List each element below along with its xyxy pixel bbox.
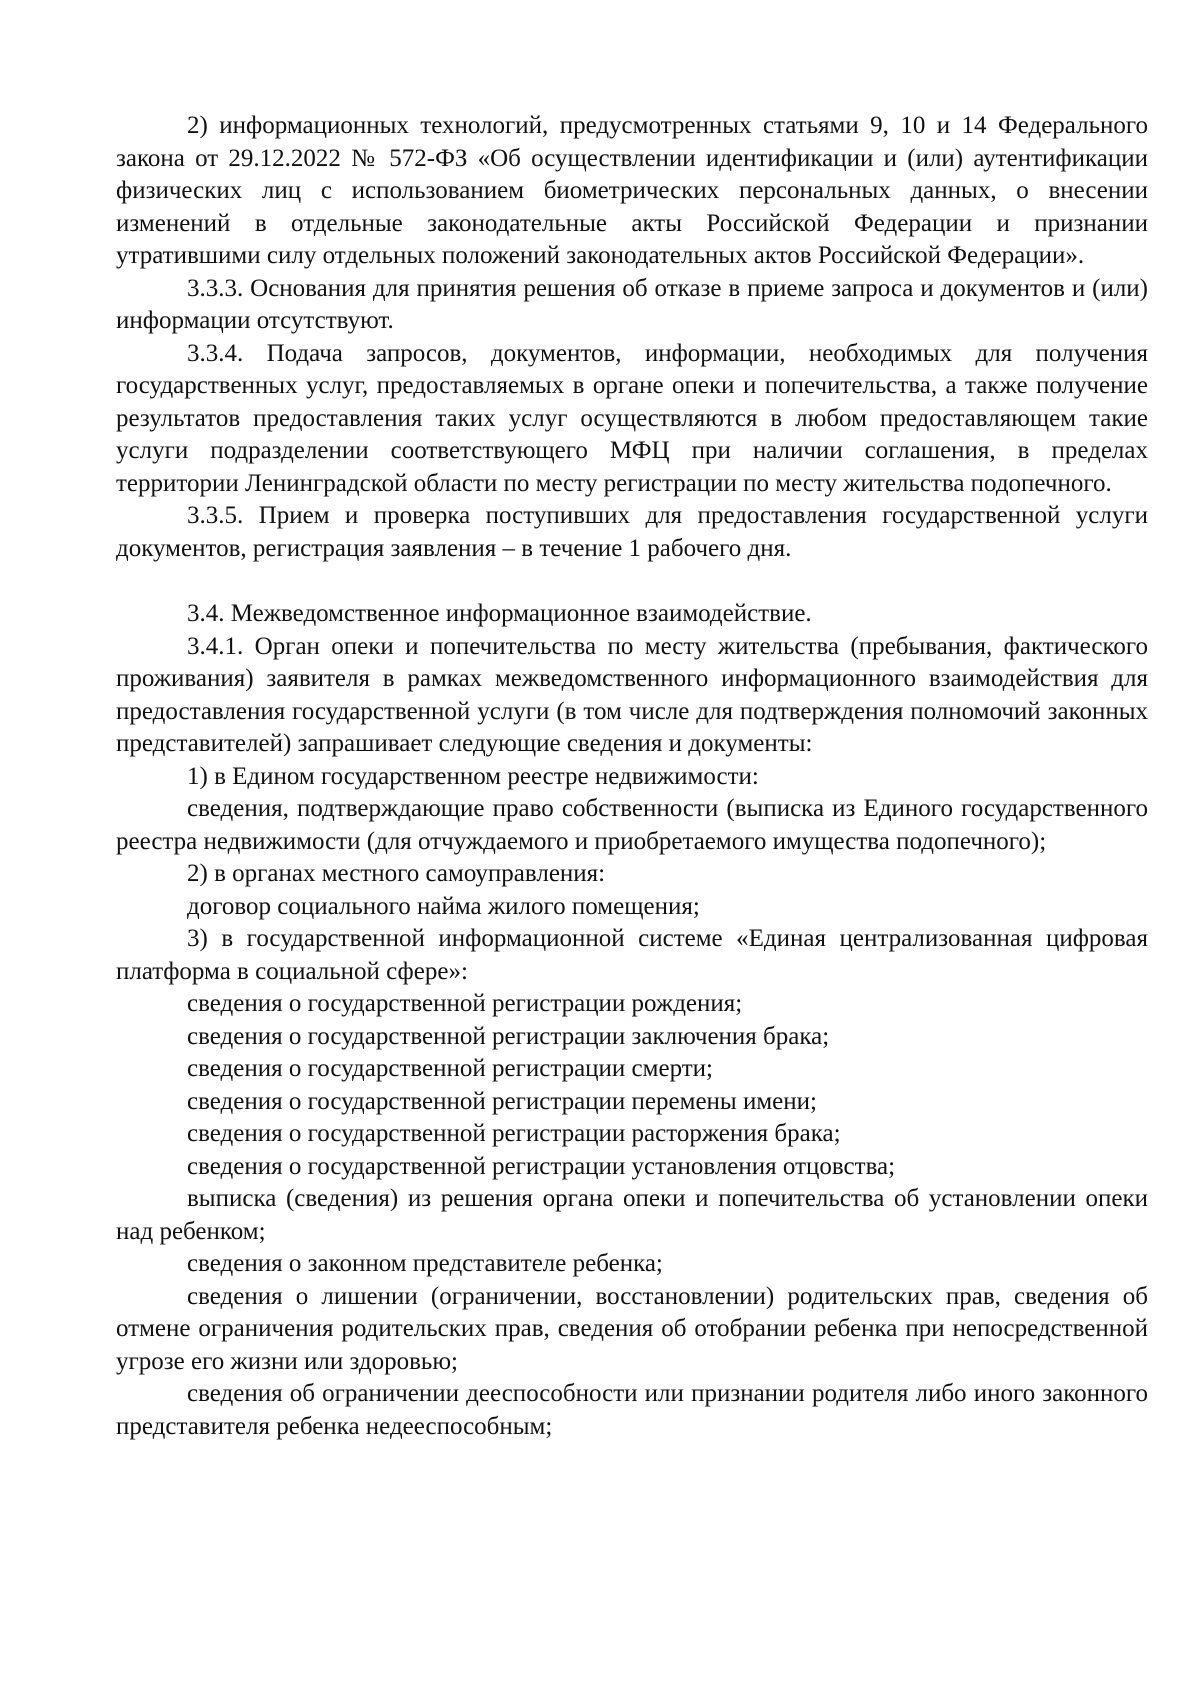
paragraph-3-4-1: 3.4.1. Орган опеки и попечительства по месту жительства (пребывания, фактического проживания) заявителя в рамках межведомственного информационного взаимодействия для предоставления государственной услуги (в том числе для подтверждения полномочий законных представителей) запрашивает следующие сведения и документы: bbox=[116, 632, 1148, 757]
paragraph-3-3-3: 3.3.3. Основания для принятия решения об отказе в приеме запроса и документов и (или) информации отсутствуют. bbox=[116, 274, 1148, 334]
list-item-ownership-info: сведения, подтверждающие право собственности (выписка из Единого государственного реестра недвижимости (для отчуждаемого и приобретаемого имущества подопечного); bbox=[116, 795, 1148, 855]
document-page bbox=[116, 110, 1148, 1443]
section-gap bbox=[116, 565, 1148, 598]
list-item-social-lease: договор социального найма жилого помещения; bbox=[187, 892, 700, 920]
list-item-divorce-registration: сведения о государственной регистрации расторжения брака; bbox=[187, 1120, 841, 1147]
list-item-3-gis-platform: 3) в государственной информационной системе «Единая централизованная цифровая платформа в социальной сфере»: bbox=[116, 925, 1148, 985]
list-item-paternity-registration: сведения о государственной регистрации установления отцовства; bbox=[187, 1152, 896, 1180]
section-heading-3-4: 3.4. Межведомственное информационное взаимодействие. bbox=[187, 600, 812, 627]
list-item-2-local-government: 2) в органах местного самоуправления: bbox=[187, 860, 606, 887]
list-item-legal-capacity: сведения об ограничении дееспособности или признании родителя либо иного законного представителя ребенка недееспособным; bbox=[116, 1380, 1148, 1440]
list-item-1-egrn: 1) в Едином государственном реестре недвижимости: bbox=[187, 762, 759, 790]
list-item-marriage-registration: сведения о государственной регистрации заключения брака; bbox=[187, 1022, 830, 1050]
list-item-birth-registration: сведения о государственной регистрации рождения; bbox=[187, 990, 743, 1017]
list-item-legal-representative: сведения о законном представителе ребенка; bbox=[187, 1250, 663, 1277]
paragraph-3-3-4: 3.3.4. Подача запросов, документов, информации, необходимых для получения государственных услуг, предоставляемых в органе опеки и попечительства, а также получение результатов предоставления таких услуг осуществляются в любом предоставляющем такие услуги подразделении соответствующего МФЦ при наличии соглашения, в пределах территории Ленинградской области по месту регистрации по месту жительства подопечного. bbox=[116, 339, 1148, 497]
list-item-guardianship-decision: выписка (сведения) из решения органа опеки и попечительства об установлении опеки над ребенком; bbox=[116, 1185, 1148, 1245]
list-item-death-registration: сведения о государственной регистрации смерти; bbox=[187, 1055, 713, 1082]
paragraph-3-3-5: 3.3.5. Прием и проверка поступивших для предоставления государственной услуги документов, регистрация заявления – в течение 1 рабочего дня. bbox=[116, 502, 1148, 562]
list-item-parental-rights: сведения о лишении (ограничении, восстановлении) родительских прав, сведения об отмене ограничения родительских прав, сведения об отобрании ребенка при непосредственной угрозе его жизни или здоровью; bbox=[116, 1282, 1148, 1375]
list-item-name-change: сведения о государственной регистрации перемены имени; bbox=[187, 1087, 817, 1115]
paragraph-item-2-info-tech: 2) информационных технологий, предусмотренных статьями 9, 10 и 14 Федерального закона от 29.12.2022 № 572-ФЗ «Об осуществлении идентификации и (или) аутентификации физических лиц с использованием биометрических персональных данных, о внесении изменений в отдельные законодательные акты Российской Федерации и признании утратившими силу отдельных положений законодательных актов Российской Федерации». bbox=[116, 112, 1148, 269]
